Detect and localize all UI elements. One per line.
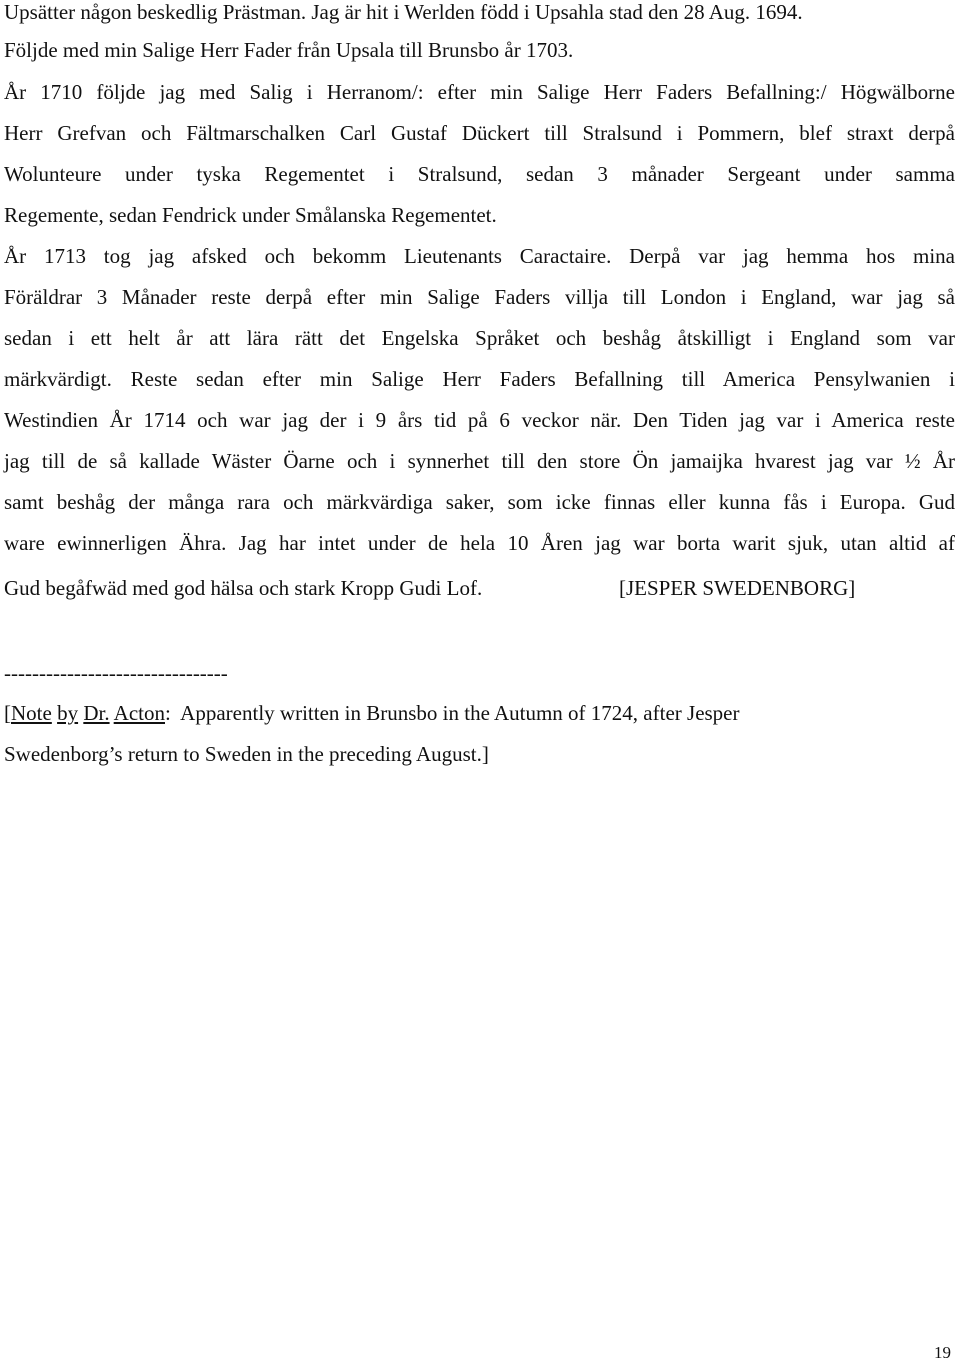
body-line-11: Westindien År 1714 och war jag der i 9 års tid på 6 veckor när. Den Tiden jag var i America reste bbox=[4, 408, 955, 432]
body-line-3: År 1710 följde jag med Salig i Herranom/: efter min Salige Herr Faders Befallning:/ Högwälborne bbox=[4, 80, 955, 104]
body-line-15: Gud begåfwäd med god hälsa och stark Kropp Gudi Lof. bbox=[4, 576, 483, 600]
body-line-9: sedan i ett helt år att lära rätt det Engelska Språket och beshåg åtskilligt i England som var bbox=[4, 326, 955, 350]
separator-rule: -------------------------------- bbox=[4, 661, 228, 685]
body-line-7: År 1713 tog jag afsked och bekomm Lieutenants Caractaire. Derpå var jag hemma hos mina bbox=[4, 244, 955, 268]
body-line-2: Följde med min Salige Herr Fader från Upsala till Brunsbo år 1703. bbox=[4, 38, 574, 62]
note-word-by: by bbox=[57, 701, 79, 725]
note-line-2: Swedenborg’s return to Sweden in the preceding August.] bbox=[4, 742, 489, 766]
note-word-dr: Dr. bbox=[83, 701, 110, 725]
note-word-note: Note bbox=[11, 701, 52, 725]
note-text-line-1: Apparently written in Brunsbo in the Autumn of 1724, after Jesper bbox=[170, 701, 740, 725]
body-line-6: Regemente, sedan Fendrick under Smålanska Regementet. bbox=[4, 203, 497, 227]
note-word-acton: Acton bbox=[113, 701, 165, 725]
body-line-13: samt beshåg der många rara och märkvärdiga saker, som icke finnas eller kunna fås i Europa. Gud bbox=[4, 490, 955, 514]
body-line-10: märkvärdigt. Reste sedan efter min Salige Herr Faders Befallning till America Pensylwanien i bbox=[4, 367, 955, 391]
body-line-8: Föräldrar 3 Månader reste derpå efter min Salige Faders villja till London i England, war jag så bbox=[4, 285, 955, 309]
body-line-12: jag till de så kallade Wäster Öarne och i synnerhet till den store Ön jamaijka hvarest jag var ½ År bbox=[4, 449, 955, 473]
note-open-bracket: [ bbox=[4, 701, 11, 725]
author-signature: [JESPER SWEDENBORG] bbox=[619, 576, 856, 600]
note-colon: : bbox=[165, 701, 171, 725]
note-line-1 bbox=[4, 701, 740, 725]
body-line-1: Upsätter någon beskedlig Prästman. Jag är hit i Werlden född i Upsahla stad den 28 Aug. 1694. bbox=[4, 0, 803, 24]
body-line-5: Wolunteure under tyska Regementet i Stralsund, sedan 3 månader Sergeant under samma bbox=[4, 162, 955, 186]
body-line-4: Herr Grefvan och Fältmarschalken Carl Gustaf Dückert till Stralsund i Pommern, blef straxt derpå bbox=[4, 121, 955, 145]
body-line-14: ware ewinnerligen Ähra. Jag har intet under de hela 10 Åren jag war borta warit sjuk, utan altid af bbox=[4, 531, 955, 555]
page-number: 19 bbox=[934, 1343, 951, 1362]
